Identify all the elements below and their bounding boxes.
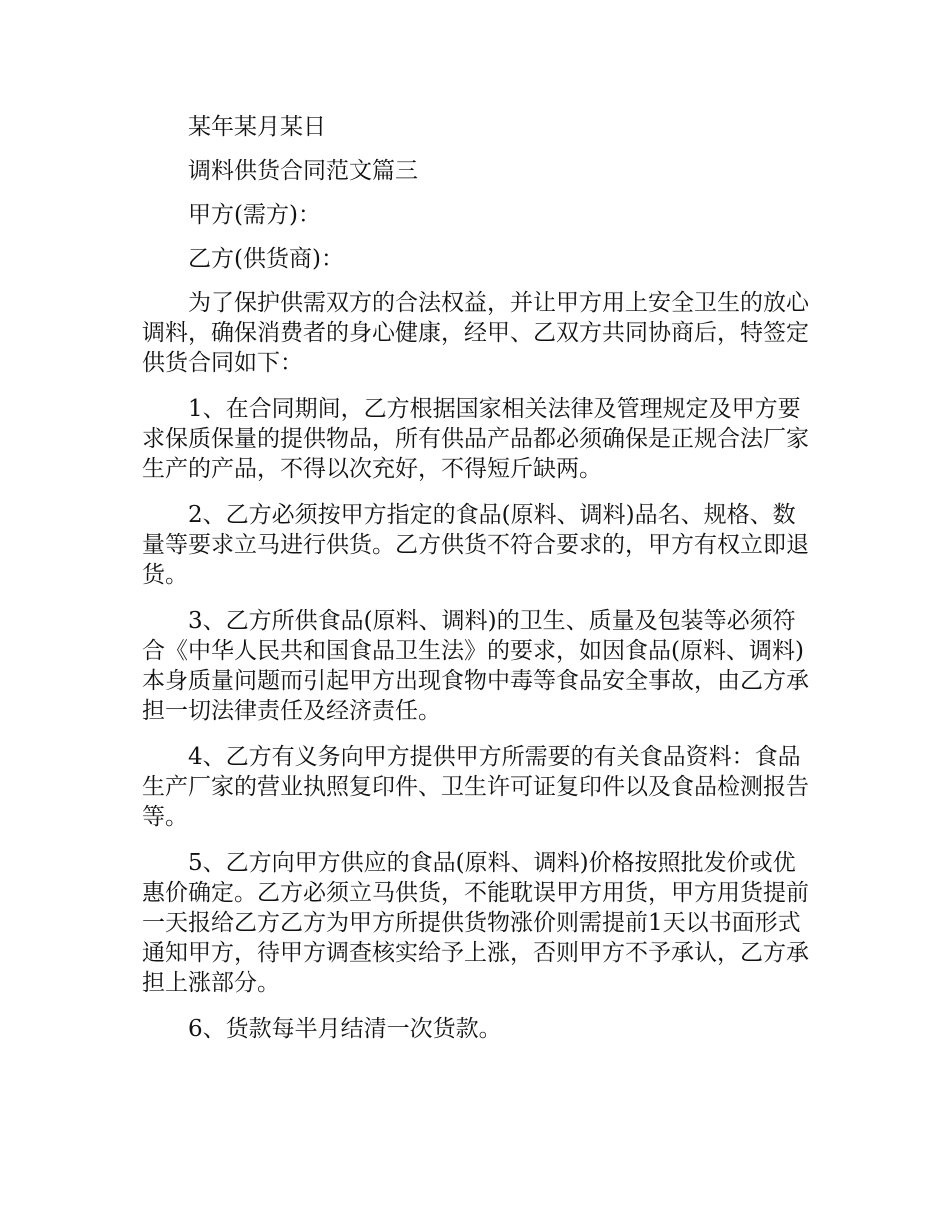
date-line: 某年某月某日 (188, 114, 326, 140)
preamble-paragraph: 为了保护供需双方的合法权益，并让甲方用上安全卫生的放心调料，确保消费者的身心健康，经甲、乙双方共同协商后，特签定供货合同如下： (142, 290, 809, 376)
clause-1: 1、在合同期间，乙方根据国家相关法律及管理规定及甲方要求保质保量的提供物品，所有供品产品都必须确保是正规合法厂家生产的产品，不得以次充好，不得短斤缺两。 (142, 396, 809, 482)
clause-4: 4、乙方有义务向甲方提供甲方所需要的有关食品资料：食品生产厂家的营业执照复印件、卫生许可证复印件以及食品检测报告等。 (142, 744, 809, 830)
document-body (142, 112, 817, 1060)
clause-5: 5、乙方向甲方供应的食品(原料、调料)价格按照批发价或优惠价确定。乙方必须立马供货，不能耽误甲方用货，甲方用货提前一天报给乙方乙方为甲方所提供货物涨价则需提前1天以书面形式通知甲方，待甲方调查核实给予上涨，否则甲方不予承认，乙方承担上涨部分。 (142, 850, 809, 996)
party-a-line: 甲方(需方)： (188, 202, 321, 228)
contract-title: 调料供货合同范文篇三 (188, 158, 418, 184)
clause-6: 6、货款每半月结清一次货款。 (188, 1016, 502, 1042)
clause-3: 3、乙方所供食品(原料、调料)的卫生、质量及包装等必须符合《中华人民共和国食品卫生法》的要求，如因食品(原料、调料)本身质量问题而引起甲方出现食物中毒等食品安全事故，由乙方承担一切法律责任及经济责任。 (142, 608, 809, 724)
party-b-line: 乙方(供货商)： (188, 246, 344, 272)
clause-2: 2、乙方必须按甲方指定的食品(原料、调料)品名、规格、数量等要求立马进行供货。乙方供货不符合要求的，甲方有权立即退货。 (142, 502, 809, 588)
